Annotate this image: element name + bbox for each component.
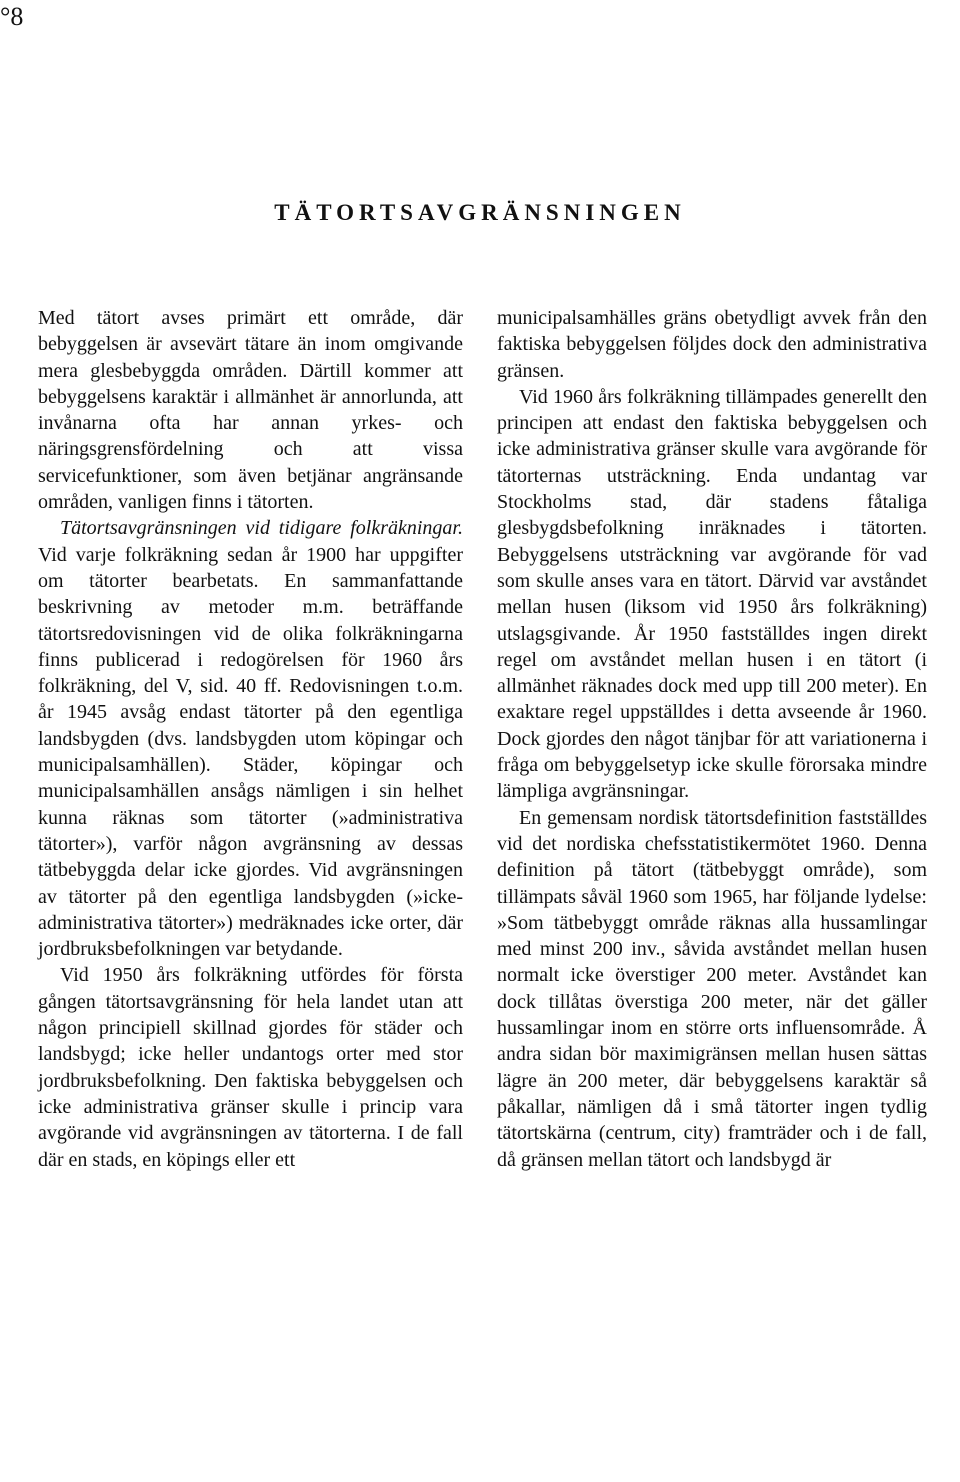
left-column <box>38 305 463 1173</box>
right-paragraph-1: municipalsamhälles gräns obetydligt avvek från den faktiska bebyggelsen följdes dock den administrativa gränsen. <box>497 307 927 382</box>
right-column <box>497 305 927 1173</box>
section-heading-tidigare: Tätortsavgränsningen vid tidigare folkräkningar. <box>60 517 463 540</box>
left-paragraph-2 <box>38 515 463 962</box>
right-paragraph-2: Vid 1960 års folkräkning tillämpades generellt den principen att endast den faktiska bebyggelsen och icke administrativa gränser skulle vara avgörande för tätorternas utsträckning. Enda undantag var Stockholms stad, där stadens fåtaliga glesbygdsbefolkning inräknades i tätorten. Bebyggelsens utsträckning var avgörande för vad som skulle anses vara en tätort. Därvid var avståndet mellan husen (liksom vid 1950 års folkräkning) utslagsgivande. År 1950 fastställdes ingen direkt regel om avståndet mellan husen i en tätort (i allmänhet räknades dock med upp till 200 meter). En exaktare regel uppställdes i detta avseende år 1960. Dock gjordes den något tänjbar för att variationerna i fråga om bebyggelsetyp icke skulle förorsaka mindre lämpliga avgränsningar. <box>497 385 927 803</box>
left-paragraph-2-text: Vid varje folkräkning sedan år 1900 har uppgifter om tätorter bearbetats. En sammanfattande beskrivning av metoder m.m. beträffande tätortsredovisningen vid de olika folkräkningarna finns publicerad i redogörelsen för 1960 års folkräkning, del V, sid. 40 ff. Redovisningen t.o.m. år 1945 avsåg endast tätorter på den egentliga landsbygden (dvs. landsbygden utom köpingar och municipalsamhällen). Städer, köpingar och municipalsamhällen ansågs nämligen i sin helhet kunna räknas som tätorter (»administrativa tätorter»), varför någon avgränsning av dessas tätbebyggda delar icke gjordes. Vid avgränsningen av tätorter på den egentliga landsbygden (»icke-administrativa tätorter») medräknades icke orter, där jordbruksbefolkningen var betydande. <box>38 543 463 961</box>
page-title: TÄTORTSAVGRÄNSNINGEN <box>274 200 686 225</box>
page-number: °8 <box>0 2 24 31</box>
right-paragraph-3: En gemensam nordisk tätortsdefinition fastställdes vid det nordiska chefsstatistikermötet 1960. Denna definition på tätort (tätbebyggt område), som tillämpats såväl 1960 som 1965, har följande lydelse: »Som tätbebyggt område räknas alla hussamlingar med minst 200 inv., såvida avståndet mellan husen normalt icke överstiger 200 meter. Avståndet kan dock tillåtas överstiga 200 meter, när det gäller hussamlingar inom en större orts influensområde. Å andra sidan bör maximigränsen mellan husen sättas lägre än 200 meter, där bebyggelsens karaktär så påkallar, nämligen då i små tätorter ingen tydlig tätortskärna (centrum, city) framträder och i de fall, då gränsen mellan tätort och landsbygd är <box>497 806 927 1171</box>
left-paragraph-3: Vid 1950 års folkräkning utfördes för första gången tätortsavgränsning för hela landet utan att någon principiell skillnad gjordes för städer och landsbygd; icke heller undantogs orter med stor jordbruksbefolkning. Den faktiska bebyggelsen och icke administrativa gränser skulle i princip vara avgörande vid avgränsningen av tätorterna. I de fall där en stads, en köpings eller ett <box>38 964 463 1171</box>
left-paragraph-1: Med tätort avses primärt ett område, där bebyggelsen är avsevärt tätare än inom omgivande mera glesbebyggda områden. Därtill kommer att bebyggelsens karaktär i allmänhet är annorlunda, att invånarna ofta har annan yrkes- och näringsgrensfördelning och att vissa servicefunktioner, som även betjänar angränsande områden, vanligen finns i tätorten. <box>38 307 463 514</box>
